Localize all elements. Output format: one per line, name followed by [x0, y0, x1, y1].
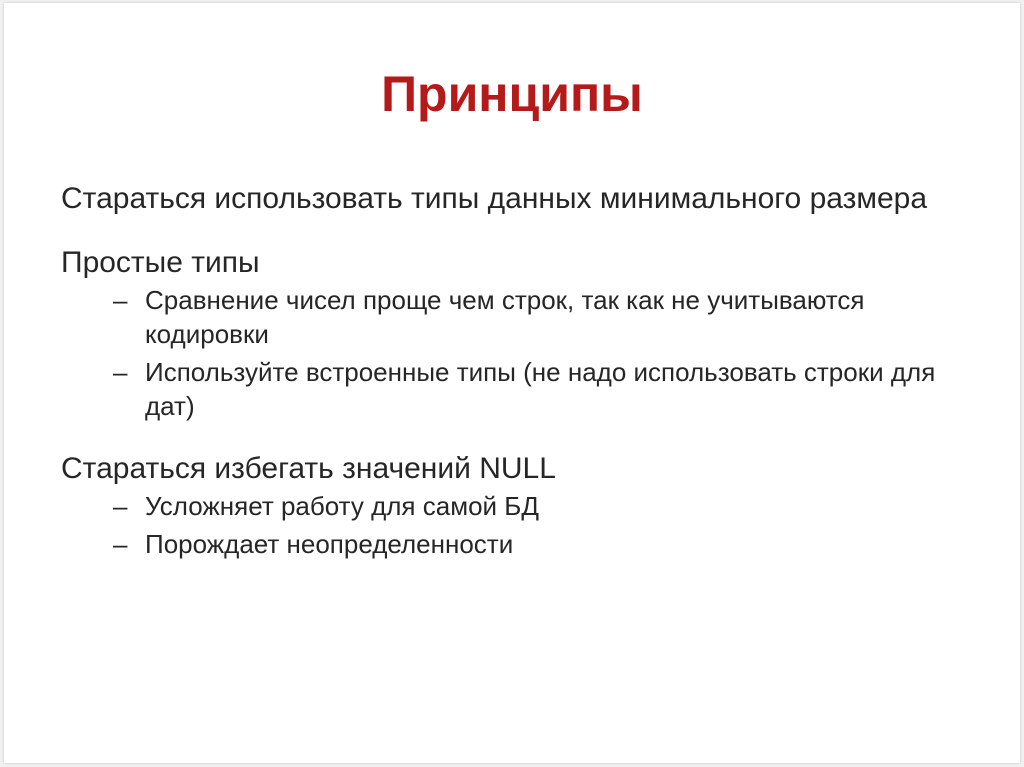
slide-title: Принципы [381, 66, 643, 122]
slide [4, 3, 1020, 763]
sub-bullet-text: Усложняет работу для самой БД [145, 491, 539, 521]
dash-bullet: – [113, 285, 128, 315]
dash-bullet: – [113, 357, 128, 387]
simple-types-list [61, 283, 961, 423]
sub-bullet-text: Порождает неопределенности [145, 529, 514, 559]
dash-bullet: – [113, 491, 128, 521]
sub-bullet-builtin-types [61, 355, 961, 423]
sub-bullet-text: Сравнение чисел проще чем строк, так как не учитываются кодировки [145, 285, 865, 349]
bullet-avoid-null: Стараться избегать значений NULL [61, 452, 556, 485]
slide-body [61, 181, 961, 561]
bullet-minimal-size: Стараться использовать типы данных минимального размера [61, 182, 928, 215]
dash-bullet: – [113, 529, 128, 559]
sub-bullet-text: Используйте встроенные типы (не надо использовать строки для дат) [145, 357, 936, 421]
avoid-null-list [61, 489, 961, 561]
sub-bullet-uncertainty [61, 527, 961, 561]
sub-bullet-db-complexity [61, 489, 961, 523]
sub-bullet-number-comparison [61, 283, 961, 351]
bullet-simple-types: Простые типы [61, 246, 260, 279]
